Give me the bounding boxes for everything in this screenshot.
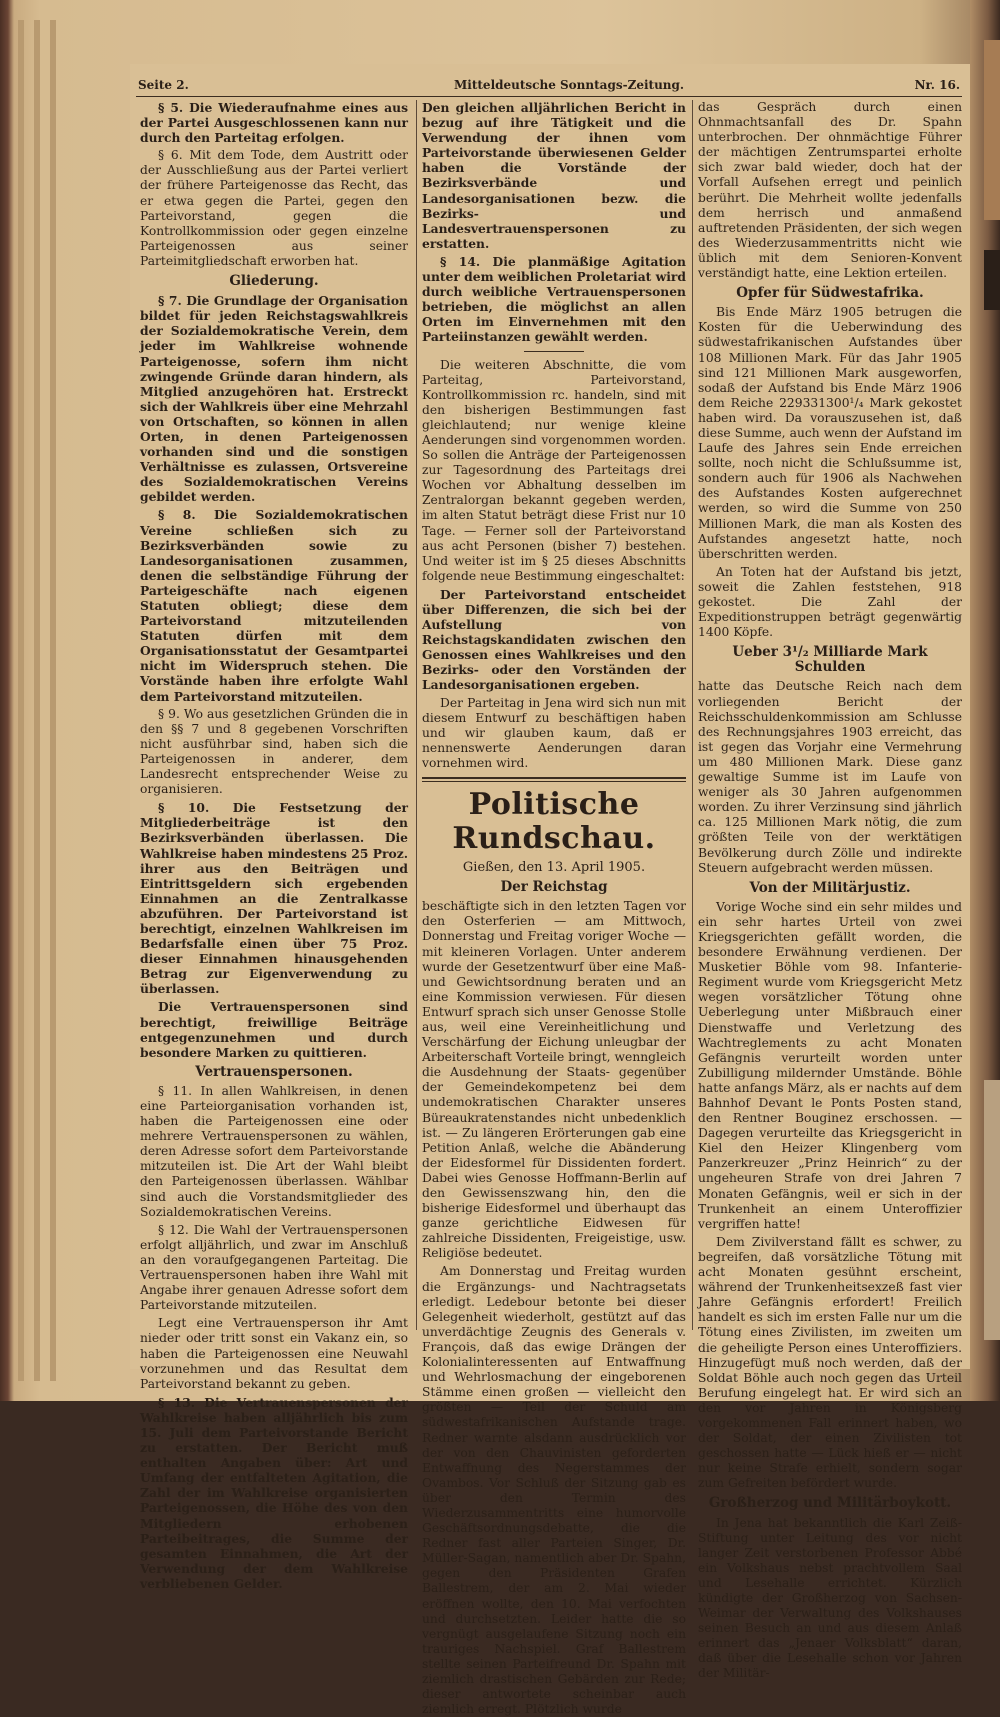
paragraph: das Gespräch durch einen Ohnmachtsanfall des Dr. Spahn unterbrochen. Der ohnmächtige Führer der mächtigen Zentrumspartei erholte sich zwar bald wieder, doch hat der Vorfall Aufsehen erregt und peinlich berührt. Die Mehrheit wollte jedenfalls dem herrisch und anmaßend auftretenden Präsidenten, der sich wegen des Wiederzusammentritts nicht wie üblich mit dem Senioren-Konvent verständigt hatte, eine Lektion erteilen.: [698, 100, 962, 281]
paragraph: Der Parteivorstand entscheidet über Differenzen, die sich bei der Aufstellung von Reichstagskandidaten zwischen den Genossen eines Wahlkreises und den Bezirks- oder den Vorständen der Landesorganisationen ergeben.: [422, 586, 686, 693]
section-divider: [422, 781, 686, 782]
paragraph: § 5. Die Wiederaufnahme eines aus der Partei Ausgeschlossenen kann nur durch den Parteitag erfolgen.: [140, 100, 408, 146]
page-header: [136, 74, 962, 98]
paragraph: § 9. Wo aus gesetzlichen Gründen die in den §§ 7 und 8 gegebenen Vorschriften nicht ausführbar sind, haben sich die Parteigenossen in anderer, dem Landesrecht entsprechender Weise zu organisieren.: [140, 706, 408, 797]
newspaper-title: Mitteldeutsche Sonntags-Zeitung.: [454, 78, 685, 92]
article-heading: Ueber 3¹/₂ Milliarde Mark Schulden: [732, 644, 928, 676]
paragraph: § 12. Die Wahl der Vertrauenspersonen erfolgt alljährlich, und zwar im Anschluß an den voraufgegangenen Parteitag. Die Vertrauenspersonen haben ihre Wahl mit Angabe ihrer genauen Adresse sofort dem Parteivorstande mitzuteilen.: [140, 1222, 408, 1313]
paragraph: § 8. Die Sozialdemokratischen Vereine schließen sich zu Bezirksverbänden sowie zu Landesorganisationen zusammen, denen die selbständige Führung der Parteigeschäfte nach eigenen Statuten obliegt; diese dem Parteivorstand mitzuteilenden Statuten dürfen mit dem Organisationsstatut der Gesamtpartei nicht im Widerspruch stehen. Die Vorstände haben ihre erfolgte Wahl dem Parteivorstand mitzuteilen.: [140, 507, 408, 704]
column-1: [140, 100, 408, 1591]
paragraph: § 14. Die planmäßige Agitation unter dem weiblichen Proletariat wird durch weibliche Vertrauenspersonen betrieben, die möglichst an allen Orten im Einvernehmen mit den Parteiinstanzen gewählt werden.: [422, 253, 686, 345]
paragraph: § 7. Die Grundlage der Organisation bildet für jeden Reichstagswahlkreis der Sozialdemokratische Verein, dem jeder im Wahlkreise wohnende Parteigenosse, sofern ihm nicht zwingende Gründe daran hindern, als Mitglied anzugehören hat. Erstreckt sich der Wahlkreis über eine Mehrzahl von Ortschaften, so können in allen Orten, in denen Parteigenossen vorhanden sind und die sonstigen Verhältnisse es zulassen, Ortsvereine des Sozialdemokratischen Vereins gebildet werden.: [140, 293, 408, 505]
section-title: Politische Rundschau.: [452, 787, 656, 857]
paragraph: Die Vertrauenspersonen sind berechtigt, freiwillige Beiträge entgegenzunehmen und durch besondere Marken zu quittieren.: [140, 999, 408, 1060]
paragraph: hatte das Deutsche Reich nach dem vorliegenden Bericht der Reichsschuldenkommission am Schlusse des Rechnungsjahres 1903 erreicht, das ist gegen das Vorjahr eine Vermehrung um 480 Millionen Mark. Diese ganz gewaltige Summe ist im Laufe von weniger als 30 Jahren aufgenommen worden. Zu ihrer Verzinsung sind jährlich ca. 125 Millionen Mark nötig, die zum größten Teile von der werktätigen Bevölkerung durch Zölle und indirekte Steuern aufgebracht werden müssen.: [698, 679, 962, 875]
paragraph: In Jena hat bekanntlich die Karl Zeiß-Stiftung unter Leitung des vor nicht langer Zeit verstorbenen Professor Abbé ein Volkshaus nebst prachtvollem Saal und Lesehalle errichtet. Kürzlich kündigte der Großherzog von Sachsen-Weimar der Verwaltung des Volkshauses seinen Besuch an und aus diesem Anlaß erinnert das „Jenaer Volksblatt“ daran, daß über die Lesehalle schon vor Jahren der Militär-: [698, 1515, 962, 1681]
page-edge-strip: [984, 1080, 1000, 1340]
issue-number: Nr. 16.: [914, 78, 960, 92]
paragraph: Die weiteren Abschnitte, die vom Parteitag, Parteivorstand, Kontrollkommission rc. handeln, sind mit den bisherigen Bestimmungen fast gleichlautend; nur wenige kleine Aenderungen sind vorgenommen worden. So sollen die Anträge der Parteigenossen zur Tagesordnung des Parteitags drei Wochen vor Abhaltung desselben im Zentralorgan bekannt gegeben werden, im alten Statut beträgt diese Frist nur 10 Tage. — Ferner soll der Parteivorstand aus acht Personen (bisher 7) bestehen. Und weiter ist im § 25 dieses Abschnitts folgende neue Bestimmung eingeschaltet:: [422, 357, 686, 583]
paragraph: Dem Zivilverstand fällt es schwer, zu begreifen, daß vorsätzliche Tötung mit acht Monaten gesühnt erscheint, während der Trunkenheitsexzeß fast vier Jahre Gefängnis erfordert! Freilich handelt es sich im ersten Falle nur um die Tötung eines Zivilisten, im zweiten um die geheiligte Person eines Unteroffiziers. Hinzugefügt muß noch werden, daß der Soldat Böhle auch noch gegen das Urteil Berufung eingelegt hat. Er wird sich an den vor Jahren in Königsberg vorgekommenen Fall erinnert haben, wo der Soldat, der einen Zivilisten tot geschossen hatte — Lück hieß er — nicht nur keine Strafe erhielt, sondern sogar zum Gefreiten befördert wurde.: [698, 1234, 962, 1491]
column-divider: [416, 100, 417, 1330]
article-heading: Opfer für Südwestafrika.: [736, 285, 924, 302]
paragraph: Den gleichen alljährlichen Bericht in bezug auf ihre Tätigkeit und die Verwendung der ihnen vom Parteivorstande überwiesenen Gelder haben die Vorstände der Bezirksverbände und Landesorganisationen bezw. die Bezirks- und Landesvertrauenspersonen zu erstatten.: [422, 100, 686, 251]
section-heading: Vertrauenspersonen.: [195, 1063, 353, 1080]
header-rule: [136, 96, 962, 97]
column-2: [422, 100, 686, 1717]
article-heading: Großherzog und Militärboykott.: [708, 1495, 952, 1512]
page-edge-strip: [984, 250, 1000, 310]
page-edge: [50, 20, 56, 1381]
paragraph: § 6. Mit dem Tode, dem Austritt oder der Ausschließung aus der Partei verliert der frühere Parteigenosse das Recht, das er etwa gegen die Partei, gegen den Parteivorstand, gegen die Kontrollkommission oder gegen einzelne Parteigenossen aus seiner Parteimitgliedschaft erworben hat.: [140, 148, 408, 268]
section-divider: [422, 777, 686, 779]
paragraph: Der Parteitag in Jena wird sich nun mit diesem Entwurf zu beschäftigen haben und wir glauben kaum, daß er nennenswerte Aenderungen daran vornehmen wird.: [422, 695, 686, 770]
page-edge: [34, 20, 40, 1381]
paragraph: § 13. Die Vertrauenspersonen der Wahlkreise haben alljährlich bis zum 15. Juli dem Parteivorstande Bericht zu erstatten. Der Bericht muß enthalten Angaben über: Art und Umfang der entfalteten Agitation, die Zahl der im Wahlkreise organisierten Parteigenossen, die Höhe des von den Mitgliedern erhobenen Parteibeitrages, die Summe der gesamten Einnahmen, die Art der Verwendung der dem Wahlkreise verbliebenen Gelder.: [140, 1394, 408, 1591]
article-heading: Der Reichstag: [500, 879, 608, 896]
section-heading: Gliederung.: [229, 273, 319, 290]
paragraph: Bis Ende März 1905 betrugen die Kosten für die Ueberwindung des südwestafrikanischen Aufstandes über 108 Millionen Mark. Für das Jahr 1905 sind 121 Millionen Mark ausgeworfen, sodaß der Aufstand bis Ende März 1906 dem Reiche 229331300¹/₄ Mark gekostet haben wird. Da vorauszusehen ist, daß diese Summe, auch wenn der Aufstand im Laufe des Jahres sein Ende erreichen sollte, noch nicht die Schlußsumme ist, sondern auch für 1906 als Nachwehen des Aufstandes Kosten aufgerechnet werden, so wird die Summe von 250 Millionen Mark, die man als Kosten des Aufstandes angesetzt hatte, noch überschritten werden.: [698, 305, 962, 561]
dateline: Gießen, den 13. April 1905.: [462, 860, 646, 876]
paragraph: Am Donnerstag und Freitag wurden die Ergänzungs- und Nachtragsetats erledigt. Ledebour betonte bei dieser Gelegenheit wiederholt, gestützt auf das unverdächtige Zeugnis des Generals v. François, daß das ewige Drängen der Kolonialinteressenten auf Entwaffnung und Wehrlosmachung der eingeborenen Stämme einen großen — vielleicht den größten — Teil der Schuld am südwestafrikanischen Aufstande trage. Redner warnte alsdann ausdrücklich vor der von den Chauvinisten geforderten Entwaffnung des Negerstammes der Ovambos. Vor Schluß der Sitzung gab es über den Termin des Wiederzusammentritts eine humorvolle Geschäftsordnungsdebatte, die die Redner fast aller Parteien Singer, Dr. Müller-Sagan, namentlich aber Dr. Spahn, gegen den Präsidenten Grafen Ballestrem, der am 2. Mai wieder eröffnen wollte, den 10. Mai verfochten und durchsetzten. Leider hatte die so vergnügt ausgelaufene Sitzung noch ein trauriges Nachspiel. Graf Ballestrem stellte seinen Parteifreund Dr. Spahn mit ziemlich drastischen Gebärden zur Rede; dieser antwortete scheinbar auch ziemlich erregt. Plötzlich wurde: [422, 1264, 686, 1717]
paragraph: Vorige Woche sind ein sehr mildes und ein sehr hartes Urteil von zwei Kriegsgerichten gefällt worden, die besondere Erwähnung verdienen. Der Musketier Böhle vom 98. Infanterie-Regiment wurde vom Kriegsgericht Metz wegen vorsätzlicher Tötung ohne Ueberlegung unter Mißbrauch einer Dienstwaffe und Verletzung des Wachtreglements zu acht Monaten Gefängnis verurteilt worden unter Zubilligung mildernder Umstände. Böhle hatte anfangs März, als er nachts auf dem Bahnhof Devant le Ponts Posten stand, den Rentner Bouginez erschossen. — Dagegen verurteilte das Kriegsgericht in Kiel den Heizer Klingenberg vom Panzerkreuzer „Prinz Heinrich“ zu der ungeheuren Strafe von drei Jahren 7 Monaten Gefängnis, weil er sich in der Trunkenheit an einem Unteroffizier vergriffen hatte!: [698, 899, 962, 1231]
paragraph: An Toten hat der Aufstand bis jetzt, soweit die Zahlen feststehen, 918 gekostet. Die Zahl der Expeditionstruppen beträgt gegenwärtig 1400 Köpfe.: [698, 564, 962, 640]
short-divider: [524, 351, 584, 352]
column-3: [698, 100, 962, 1681]
page-number: Seite 2.: [138, 78, 189, 92]
paragraph: § 10. Die Festsetzung der Mitgliederbeiträge ist den Bezirksverbänden überlassen. Die Wahlkreise haben mindestens 25 Proz. ihrer aus den Beiträgen und Eintrittsgeldern sich ergebenden Einnahmen an die Zentralkasse abzuführen. Der Parteivorstand ist berechtigt, einzelnen Wahlkreisen im Bedarfsfalle einen über 75 Proz. dieser Einnahmen hinausgehenden Betrag zur Eigenverwendung zu überlassen.: [140, 800, 408, 997]
page-edge-strip: [984, 40, 1000, 220]
column-divider: [692, 100, 693, 1330]
article-heading: Von der Militärjustiz.: [749, 879, 911, 896]
paragraph: Legt eine Vertrauensperson ihr Amt nieder oder tritt sonst ein Vakanz ein, so haben die Parteigenossen eine Neuwahl vorzunehmen und das Resultat dem Parteivorstand bekannt zu geben.: [140, 1316, 408, 1391]
page-edge: [18, 20, 24, 1381]
paragraph: beschäftigte sich in den letzten Tagen vor den Osterferien — am Mittwoch, Donnerstag und Freitag voriger Woche — mit kleineren Vorlagen. Unter anderem wurde der Gesetzentwurf über eine Maß- und Gewichtsordnung beraten und an eine Kommission verwiesen. Für diesen Entwurf sprach sich unser Genosse Stolle aus, weil eine Vereinheitlichung und Verschärfung der Eichung unleugbar der Arbeiterschaft Vorteile bringt, wenngleich die Ausdehnung der Staats- gegenüber der Gemeindekompetenz bei dem undemokratischen Charakter unseres Büreaukratenstandes nicht unbedenklich ist. — Zu längeren Erörterungen gab eine Petition Anlaß, welche die Abänderung der Eidesformel für Dissidenten fordert. Dabei wies Genosse Hoffmann-Berlin auf den Gewissenszwang hin, den die bisherige Eidesformel und überhaupt das ganze gerichtliche Eidwesen für zahlreiche Dissidenten, Freigeistige, usw. Religiöse bedeutet.: [422, 899, 686, 1261]
paragraph: § 11. In allen Wahlkreisen, in denen eine Parteiorganisation vorhanden ist, haben die Parteigenossen eine oder mehrere Vertrauenspersonen zu wählen, deren Adresse sofort dem Parteivorstande mitzuteilen ist. Die Art der Wahl bleibt den Parteigenossen überlassen. Wählbar sind auch die Vorstandsmitglieder des Sozialdemokratischen Vereins.: [140, 1083, 408, 1219]
